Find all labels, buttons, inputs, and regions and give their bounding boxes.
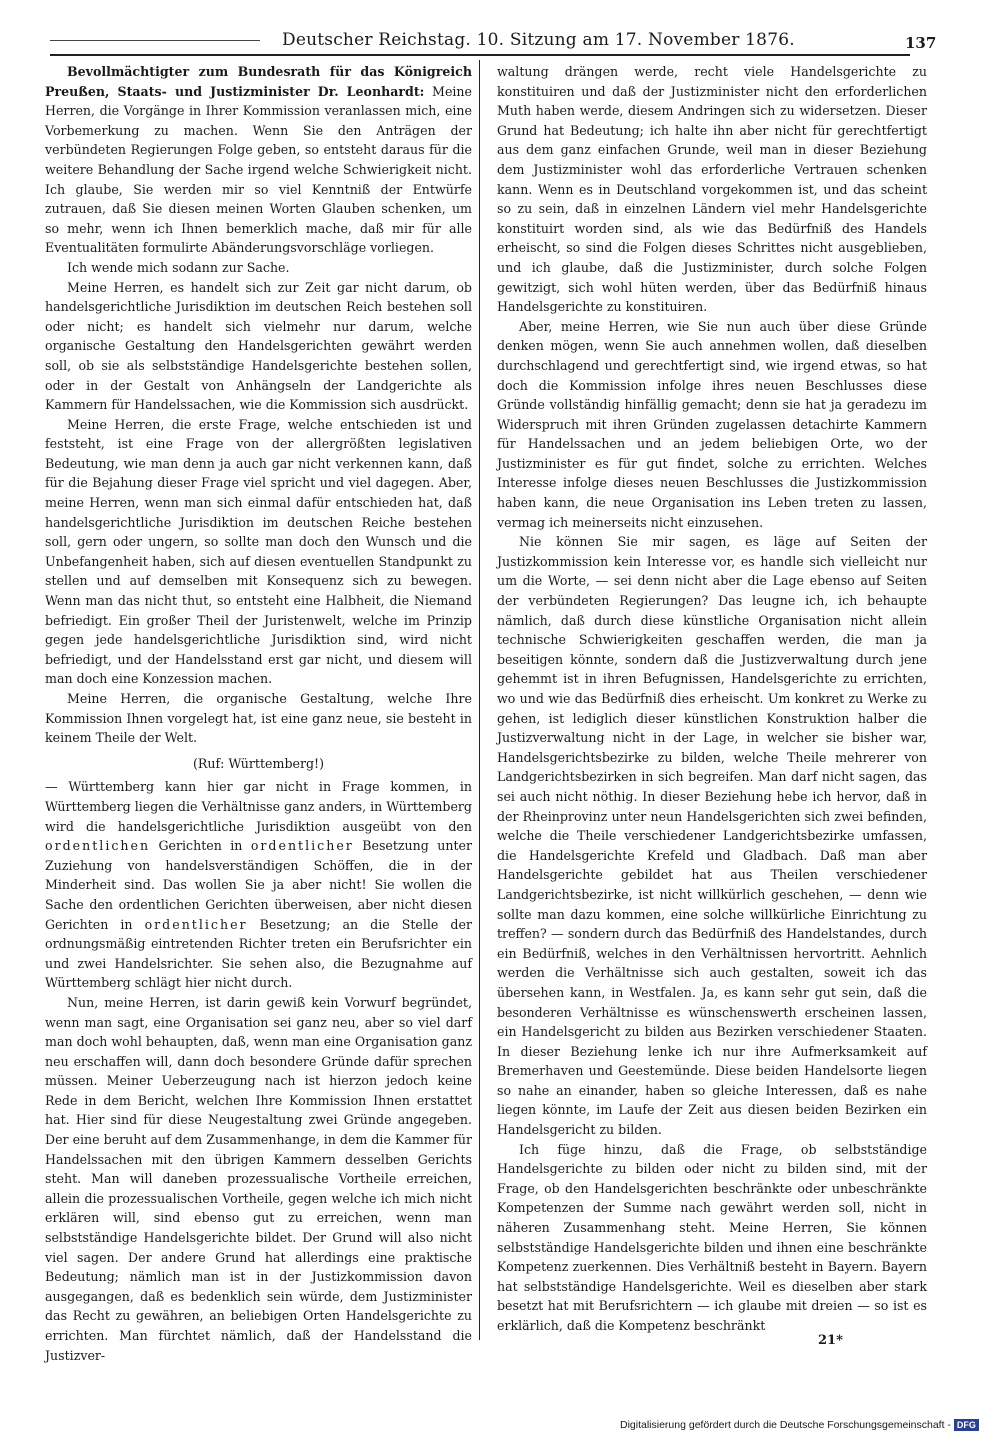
emphasis: ordentlicher <box>144 916 248 932</box>
paragraph: Meine Herren, die organische Gestaltung, welche Ihre Kommission Ihnen vorgelegt hat, ist eine ganz neue, sie besteht in keinem Theile der Welt. <box>45 691 472 746</box>
paragraph: Ich füge hinzu, daß die Frage, ob selbstständige Handelsgerichte zu bilden oder nicht zu bilden sind, mit der Frage, ob den Handelsgerichten beschränkte oder unbeschränkte Kompetenzen der Summe nach gewährt werden soll, nicht in näheren Zusammenhang steht. Meine Herren, Sie können selbstständige Handelsgerichte bilden und ihnen eine beschränkte Kompetenz zuerkennen. Dies Verhältniß besteht in Bayern. Bayern hat selbstständige Handelsgerichte. Weil es dieselben aber stark besetzt hat mit Berufsrichtern — ich glaube mit dreien — so ist es erklärlich, daß die Kompetenz beschränkt <box>497 1141 927 1333</box>
paragraph: Nie können Sie mir sagen, es läge auf Seiten der Justizkommission kein Interesse vor, es handle sich vielleicht nur um die Worte, — sei denn nicht aber die Lage ebenso auf Seiten der verbündeten Regierungen? Das leugne ich, ich behaupte nämlich, daß durch diese künstliche Organisation nicht allein technische Schwierigkeiten geschaffen werden, die man ja beseitigen könnte, sondern daß die Justizverwaltung durch jene gehemmt ist in ihren Befugnissen, Handelsgerichte zu errichten, wo und wie das Bedürfniß dies erheischt. Um konkret zu Werke zu gehen, ist lediglich dieser künstlichen Konstruktion halber die Justizverwaltung nicht in der Lage, in welcher sie bisher war, Handelsgerichtsbezirke zu bilden, welche Theile mehrerer von Landgerichtsbezirken in sich begreifen. Man darf nicht sagen, das sei auch nicht nöthig. In dieser Beziehung hebe ich hervor, daß in der Rheinprovinz unter neun Handelsgerichten sich zwei befinden, welche die Theile verschiedener Landgerichtsbezirke umfassen, die Handelsgerichte Krefeld und Gladbach. Daß man aber Handelsgerichte gebildet hat aus Theilen verschiedener Landgerichtsbezirke, ist nicht willkürlich geschehen, — denn wie sollte man dazu kommen, eine solche willkürliche Einrichtung zu treffen? — sondern durch das Bedürfniß des Handelstandes, durch ein Bedürfniß, welches in den Verhältnissen hervortritt. Aehnlich werden die Verhältnisse sich auch gestalten, soweit ich das übersehen kann, in Westfalen. Ja, es kann sehr gut sein, daß die besonderen Verhältnisse es wünschenswerth erscheinen lassen, ein Handelsgericht zu bilden aus Bezirken verschiedener Staaten. In dieser Beziehung lenke ich nur ihre Aufmerksamkeit auf Bremerhaven und Geestemünde. Diese beiden Handelsorte liegen so nahe an einander, haben so gleiche Interessen, daß es nahe liegen könnte, im Laufe der Zeit aus diesen beiden Bezirken ein Handelsgericht zu bilden. <box>497 534 927 1138</box>
emphasis: ordentlichen <box>45 838 151 854</box>
sheet-signature: 21* <box>818 1333 843 1348</box>
text-run: — Württemberg kann hier gar nicht in Frage kommen, in Württemberg liegen die Verhältnisse ganz anders, in Württemberg wird die handelsgerichtliche Jurisdiktion ausgeübt von den <box>45 779 472 834</box>
paragraph: Aber, meine Herren, wie Sie nun auch über diese Gründe denken mögen, wenn Sie auch annehmen wollen, daß dieselben durchschlagend und gerechtfertigt sind, wie irgend etwas, so hat doch die Kommission infolge ihres neuen Beschlusses diese Gründe vollständig hinfällig gemacht; denn sie hat ja geradezu im Widerspruch mit ihren Gründen zugelassen detachirte Kammern für Handelssachen und an jedem beliebigen Orte, wo der Justizminister es für gut findet, solche zu errichten. Welches Interesse infolge dieses neuen Beschlusses die Justizkommission haben kann, die neue Organisation ins Leben treten zu lassen, vermag ich meinerseits nicht einzusehen. <box>497 318 927 530</box>
paragraph: Nun, meine Herren, ist darin gewiß kein Vorwurf begründet, wenn man sagt, eine Organisation sei ganz neu, aber so viel darf man doch wohl behaupten, daß, wenn man eine Organisation ganz neu erschaffen will, dann doch besondere Gründe dafür sprechen müssen. Meiner Ueberzeugung nach ist hierzon jedoch keine Rede in dem Bericht, welchen Ihre Kommission Ihnen erstattet hat. Hier sind für diese Neugestaltung zwei Gründe angegeben. Der eine beruht auf dem Zusammenhange, in dem die Kammer für Handelssachen mit den übrigen Kammern desselben Gerichts steht. Man will daneben prozessualische Vortheile erreichen, allein die prozessualischen Vortheile, gegen welche ich mich nicht erklären will, sind ebenso gut zu erreichen, wenn man selbstständige Handelsgerichte bildet. Der Grund will also nicht viel sagen. Der andere Grund hat allerdings eine praktische Bedeutung; nämlich man ist in der Justizkommission davon ausgegangen, daß es bedenklich sein würde, dem Justizminister das Recht zu gewähren, an beliebigen Orten Handelsgerichte zu errichten. Man fürchtet nämlich, daß der Handelsstand die Justizver- <box>45 994 473 1363</box>
footer-text: Digitalisierung gefördert durch die Deutsche Forschungsgemeinschaft - <box>620 1419 951 1431</box>
footer <box>620 1418 979 1432</box>
column-divider <box>479 60 480 1340</box>
left-column <box>45 62 473 1363</box>
interjection: (Ruf: Württemberg!) <box>192 755 325 771</box>
paragraph: Ich wende mich sodann zur Sache. <box>67 259 290 275</box>
paragraph: Meine Herren, die erste Frage, welche entschieden ist und feststeht, ist eine Frage von der allergrößten legislativen Bedeutung, wie man denn ja auch gar nicht verkennen kann, daß für die Bejahung dieser Frage viel spricht und viel dagegen. Aber, meine Herren, wenn man sich einmal dafür entschieden hat, daß handelsgerichtliche Jurisdiktion im deutschen Reiche bestehen soll, gern oder ungern, so sollte man doch den Wunsch und die Unbefangenheit haben, sich auf diesen eventuellen Standpunkt zu stellen und auf demselben mit Konsequenz sich zu bewegen. Wenn man das nicht thut, so entsteht eine Halbheit, die Niemand befriedigt. Ein großer Theil der Juristenwelt, welche im Prinzip gegen jede handelsgerichtliche Jurisdiktion sind, wird nicht befriedigt, und der Handelsstand erst gar nicht, und diesem will man doch eine Konzession machen. <box>45 416 472 687</box>
speaker-name: Bevollmächtigter zum Bundesrath für das Königreich Preußen, Staats- und Justizminister Dr. Leonhardt: <box>45 64 472 99</box>
speech-text: Meine Herren, die Vorgänge in Ihrer Kommission veranlassen mich, eine Vorbemerkung zu machen. Wenn Sie den Anträgen der verbündeten Regierungen Folge geben, so entsteht daraus für die weitere Behandlung der Sache irgend welche Schwierigkeit nicht. Ich glaube, Sie werden mir so viel Kenntniß der Entwürfe zutrauen, daß Sie diesen meinen Worten Glauben schenken, um so mehr, wenn ich Ihnen bemerklich mache, daß mir für alle Eventualitäten formulirte Abänderungsvorschläge vorliegen. <box>45 83 472 256</box>
right-column <box>497 62 927 1336</box>
header-title: Deutscher Reichstag. 10. Sitzung am 17. November 1876. <box>282 30 795 50</box>
text-run: Gerichten in <box>158 838 243 854</box>
paragraph <box>45 777 472 993</box>
text-run: Besetzung unter Zuziehung von handelsverständigen Schöffen, die in der Minderheit sind. Das wollen Sie ja aber nicht! Sie wollen die Sache den ordentlichen Gerichten überweisen, aber nicht diesen Gerichten in <box>45 838 472 932</box>
paragraph: waltung drängen werde, recht viele Handelsgerichte zu konstituiren und daß der Justizminister nicht den erforderlichen Muth haben werde, diesem Andringen sich zu widersetzen. Dieser Grund hat Bedeutung; ich halte ihn aber nicht für gerechtfertigt aus dem ganz einfachen Grunde, weil man in dieser Beziehung dem Justizminister wohl das erforderliche Vertrauen schenken kann. Wenn es in Deutschland vorgekommen ist, und das scheint so zu sein, daß in einzelnen Ländern viel mehr Handelsgerichte konstituirt worden sind, als wie das Bedürfniß des Handels erheischt, so sind die Folgen dieses Schrittes nicht ausgeblieben, und ich glaube, daß die Justizminister, durch solche Folgen gewitzigt, sich wohl hüten werden, über das Bedürfniß hinaus Handelsgerichte zu konstituiren. <box>497 64 927 315</box>
paragraph: Meine Herren, es handelt sich zur Zeit gar nicht darum, ob handelsgerichtliche Jurisdiktion im deutschen Reich bestehen soll oder nicht; es handelt sich vielmehr nur darum, welche organische Gestaltung den Handelsgerichten gewährt werden soll, ob sie als selbstständige Handelsgerichte bestehen sollen, oder in der Gestalt von Anhängseln der Landgerichte als Kammern für Handelssachen, wie die Kommission sich ausdrückt. <box>45 279 472 413</box>
page-number: 137 <box>905 34 937 52</box>
emphasis: ordentlicher <box>250 838 354 854</box>
paragraph <box>45 62 472 258</box>
dfg-logo: DFG <box>954 1419 979 1431</box>
text-run: Besetzung; an die Stelle der ordnungsmäßig eintretenden Richter treten ein Berufsrichter ein und zwei Handelsrichter. Sie sehen also, die Bezugnahme auf Württemberg schlägt hier nicht durch. <box>45 916 472 991</box>
